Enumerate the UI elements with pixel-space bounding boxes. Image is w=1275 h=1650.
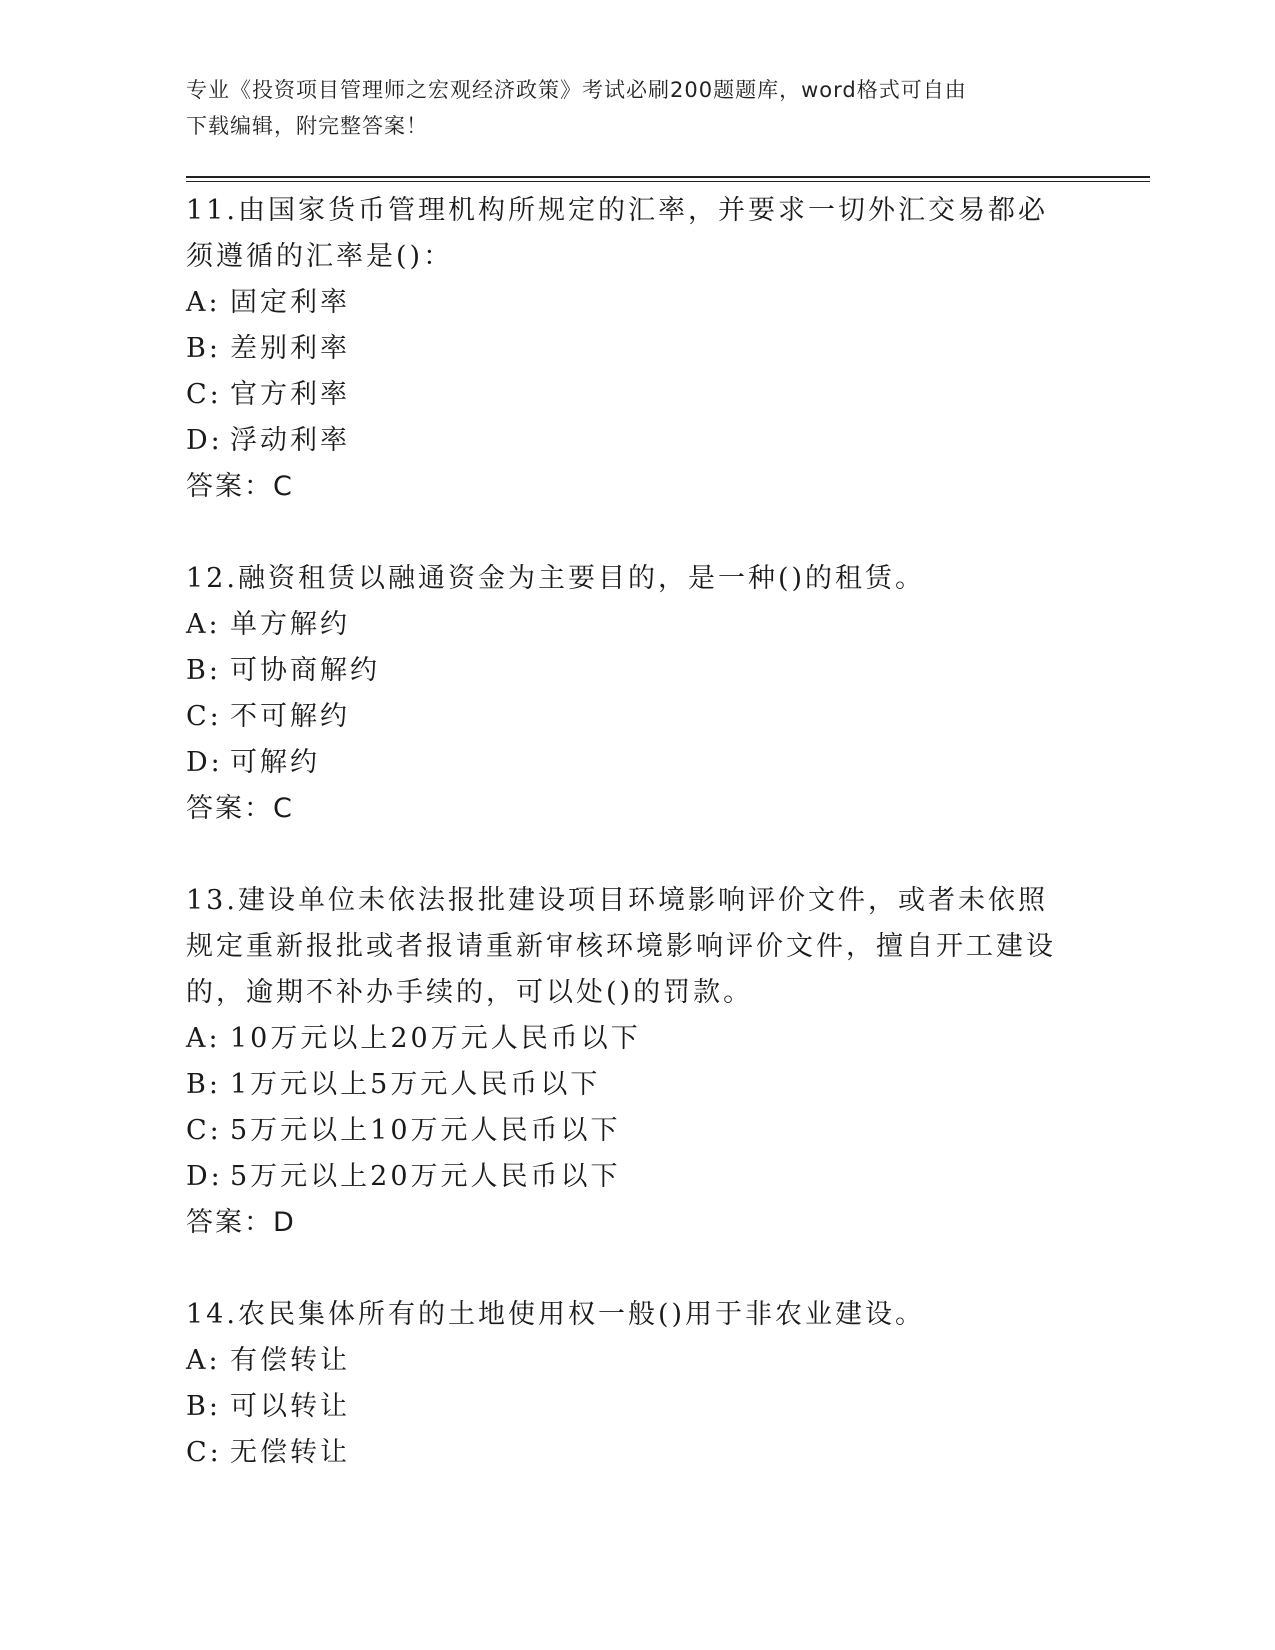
option-text: 1万元以上5万元人民币以下: [230, 1069, 601, 1100]
option-text: 5万元以上20万元人民币以下: [230, 1161, 621, 1192]
option-a: [186, 602, 1066, 648]
option-d: [186, 740, 1066, 786]
header-divider-thin: [186, 181, 1150, 182]
question-14: [186, 1292, 1066, 1476]
option-a: [186, 280, 1066, 326]
option-d: [186, 1154, 1066, 1200]
option-b: [186, 1062, 1066, 1108]
option-key: D:: [186, 747, 223, 778]
option-c: [186, 694, 1066, 740]
option-c: [186, 1430, 1066, 1476]
option-key: C:: [186, 701, 222, 732]
option-b: [186, 648, 1066, 694]
option-key: B:: [186, 1391, 221, 1422]
option-key: A:: [186, 1345, 221, 1376]
option-text: 可解约: [230, 747, 320, 778]
option-key: B:: [186, 1069, 221, 1100]
option-text: 浮动利率: [230, 425, 350, 456]
option-key: A:: [186, 609, 221, 640]
option-text: 5万元以上10万元人民币以下: [230, 1115, 621, 1146]
option-key: D:: [186, 425, 223, 456]
option-key: C:: [186, 1437, 222, 1468]
question-list: [186, 188, 1066, 1522]
header-line-1: 专业《投资项目管理师之宏观经济政策》考试必刷200题题库，word格式可自由: [186, 78, 967, 102]
option-text: 差别利率: [230, 333, 350, 364]
option-c: [186, 372, 1066, 418]
option-text: 10万元以上20万元人民币以下: [230, 1023, 641, 1054]
option-b: [186, 326, 1066, 372]
answer-line: 答案：C: [186, 793, 294, 824]
question-stem: 14.农民集体所有的土地使用权一般()用于非农业建设。: [186, 1299, 926, 1330]
option-a: [186, 1016, 1066, 1062]
option-a: [186, 1338, 1066, 1384]
option-text: 不可解约: [230, 701, 350, 732]
option-key: A:: [186, 287, 221, 318]
option-key: B:: [186, 655, 221, 686]
header-divider-thick: [186, 176, 1150, 178]
option-key: D:: [186, 1161, 223, 1192]
question-13: [186, 878, 1066, 1246]
question-stem: 13.建设单位未依法报批建设项目环境影响评价文件，或者未依照规定重新报批或者报请重新审核环境影响评价文件，擅自开工建设的，逾期不补办手续的，可以处()的罚款。: [186, 885, 1056, 1008]
option-key: C:: [186, 379, 222, 410]
answer-line: 答案：D: [186, 1207, 296, 1238]
document-header: [186, 72, 1066, 144]
option-text: 可协商解约: [230, 655, 380, 686]
answer-line: 答案：C: [186, 471, 294, 502]
option-text: 可以转让: [230, 1391, 350, 1422]
header-line-2: 下载编辑，附完整答案！: [186, 114, 428, 138]
option-key: A:: [186, 1023, 221, 1054]
option-d: [186, 418, 1066, 464]
option-key: B:: [186, 333, 221, 364]
option-b: [186, 1384, 1066, 1430]
option-text: 无偿转让: [230, 1437, 350, 1468]
question-stem: 11.由国家货币管理机构所规定的汇率，并要求一切外汇交易都必须遵循的汇率是()：: [186, 195, 1048, 272]
question-11: [186, 188, 1066, 510]
question-stem: 12.融资租赁以融通资金为主要目的，是一种()的租赁。: [186, 563, 926, 594]
option-text: 有偿转让: [230, 1345, 350, 1376]
option-text: 官方利率: [230, 379, 350, 410]
option-text: 固定利率: [230, 287, 350, 318]
option-text: 单方解约: [230, 609, 350, 640]
question-12: [186, 556, 1066, 832]
option-c: [186, 1108, 1066, 1154]
option-key: C:: [186, 1115, 222, 1146]
